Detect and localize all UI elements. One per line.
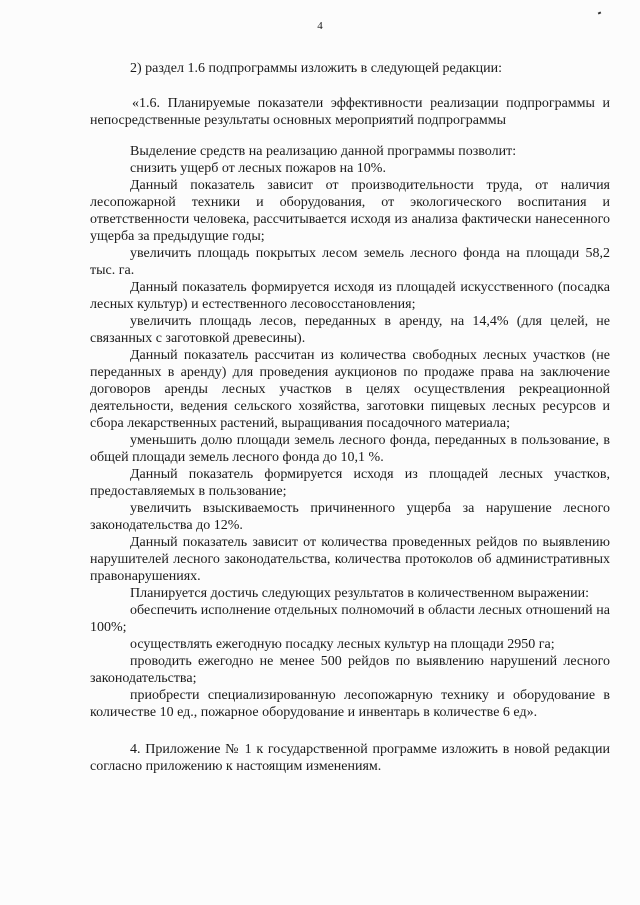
page-number: 4 bbox=[317, 20, 323, 32]
paragraph: увеличить взыскиваемость причиненного ущерба за нарушение лесного законодательства до 12%. bbox=[90, 501, 610, 533]
paragraph: Данный показатель зависит от производительности труда, от наличия лесопожарной техники и оборудования, от экологического воспитания и ответственности человека, рассчитывается исходя из анализа фактически нанесенного ущерба за предыдущие годы; bbox=[90, 178, 610, 244]
paragraph: обеспечить исполнение отдельных полномочий в области лесных отношений на 100%; bbox=[90, 603, 610, 635]
section-heading: «1.6. Планируемые показатели эффективности реализации подпрограммы и непосредственные результаты основных мероприятий подпрограммы bbox=[90, 96, 610, 128]
paragraph: Данный показатель формируется исходя из площадей лесных участков, предоставляемых в пользование; bbox=[90, 467, 610, 499]
paragraph: Планируется достичь следующих результатов в количественном выражении: bbox=[130, 586, 589, 601]
paragraph: приобрести специализированную лесопожарную технику и оборудование в количестве 10 ед., пожарное оборудование и инвентарь в количестве 6 ед». bbox=[90, 688, 610, 720]
paragraph: осуществлять ежегодную посадку лесных культур на площади 2950 га; bbox=[130, 637, 555, 652]
paragraph: уменьшить долю площади земель лесного фонда, переданных в пользование, в общей площади земель лесного фонда до 10,1 %. bbox=[90, 433, 610, 465]
paragraph-section-change: 2) раздел 1.6 подпрограммы изложить в следующей редакции: bbox=[130, 61, 503, 76]
paragraph: Данный показатель зависит от количества проведенных рейдов по выявлению нарушителей лесного законодательства, количества протоколов об административных правонарушениях. bbox=[90, 535, 610, 584]
paragraph: Данный показатель рассчитан из количества свободных лесных участков (не переданных в аренду) для проведения аукционов по продаже права на заключение договоров аренды лесных участков в целях осуществления рекреационной деятельности, ведения сельского хозяйства, заготовки пищевых лесных ресурсов и сбора лекарственных растений, выращивания посадочного материала; bbox=[90, 348, 610, 431]
paragraph: Данный показатель формируется исходя из площадей искусственного (посадка лесных культур) и естественного лесовосстановления; bbox=[90, 280, 610, 312]
paragraph: увеличить площадь покрытых лесом земель лесного фонда на площади 58,2 тыс. га. bbox=[90, 246, 610, 278]
paragraph: проводить ежегодно не менее 500 рейдов по выявлению нарушений лесного законодательства; bbox=[90, 654, 610, 686]
paragraph: снизить ущерб от лесных пожаров на 10%. bbox=[130, 161, 386, 176]
paragraph-appendix: 4. Приложение № 1 к государственной программе изложить в новой редакции согласно приложению к настоящим изменениям. bbox=[90, 742, 610, 774]
paragraph: увеличить площадь лесов, переданных в аренду, на 14,4% (для целей, не связанных с заготовкой древесины). bbox=[90, 314, 610, 346]
paragraph: Выделение средств на реализацию данной программы позволит: bbox=[130, 144, 517, 159]
document-body bbox=[90, 60, 610, 775]
scan-mark bbox=[598, 11, 602, 14]
